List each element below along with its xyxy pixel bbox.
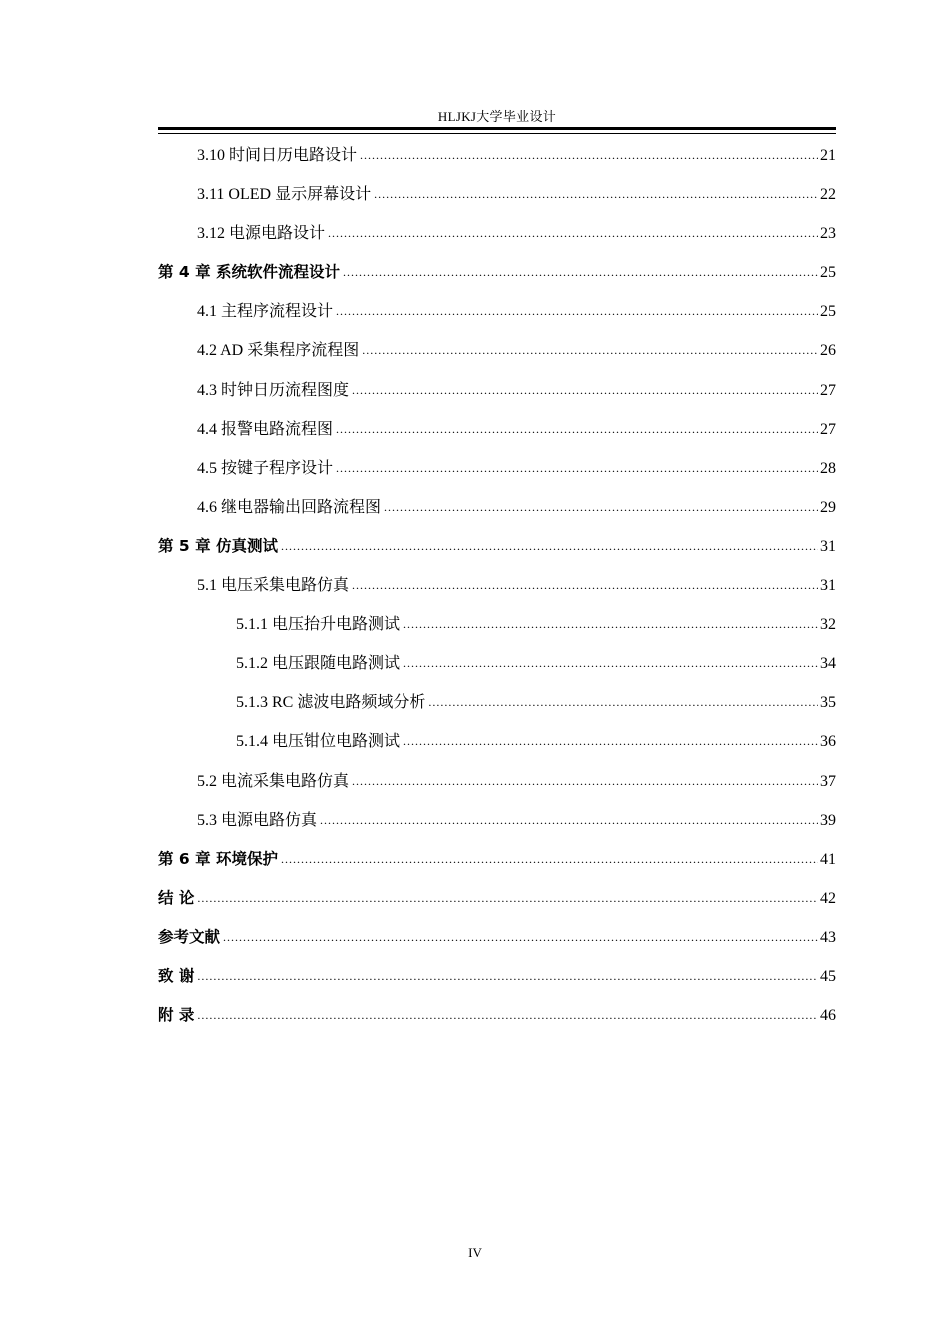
- toc-entry-page: 36: [820, 733, 836, 751]
- toc-entry-page: 21: [820, 147, 836, 164]
- toc-dot-leader: [343, 253, 818, 292]
- toc-entry-title: 5.1.2 电压跟随电路测试: [236, 655, 401, 673]
- toc-entry-title: 4.3 时钟日历流程图度: [197, 381, 350, 399]
- toc-dot-leader: [384, 488, 818, 527]
- toc-entry-page: 28: [820, 459, 836, 477]
- toc-entry-page: 42: [820, 889, 836, 907]
- page-header-title: HLJKJ大学毕业设计: [437, 109, 557, 124]
- toc-entry-title: 参考文献: [158, 927, 221, 946]
- toc-entry[interactable]: [158, 175, 836, 214]
- toc-entry-title: 第 6 章 环境保护: [158, 849, 278, 868]
- toc-subsection-entry[interactable]: [158, 605, 836, 644]
- toc-entry-page: 25: [820, 303, 836, 321]
- toc-dot-leader: [352, 371, 818, 410]
- toc-entry-title: 致 谢: [158, 966, 195, 985]
- toc-entry-title: 结 论: [158, 888, 195, 907]
- toc-entry[interactable]: [158, 292, 836, 331]
- toc-entry[interactable]: [158, 410, 836, 449]
- toc-entry-page: 43: [820, 928, 836, 946]
- toc-entry[interactable]: [158, 762, 836, 801]
- toc-entry-page: 37: [820, 772, 836, 790]
- toc-entry[interactable]: [158, 801, 836, 840]
- toc-dot-leader: [403, 644, 818, 683]
- toc-dot-leader: [328, 214, 818, 253]
- toc-dot-leader: [336, 292, 818, 331]
- toc-dot-leader: [197, 957, 818, 996]
- toc-entry-page: 26: [820, 342, 836, 360]
- toc-dot-leader: [336, 410, 818, 449]
- toc-entry-page: 32: [820, 616, 836, 634]
- toc-entry-page: 22: [820, 186, 836, 204]
- toc-entry-page: 27: [820, 420, 836, 438]
- toc-entry[interactable]: [158, 488, 836, 527]
- toc-entry-page: 23: [820, 225, 836, 243]
- toc-entry[interactable]: [158, 331, 836, 370]
- toc-entry-title: 5.2 电流采集电路仿真: [197, 772, 350, 790]
- toc-entry-page: 31: [820, 577, 836, 595]
- toc-entry[interactable]: [158, 371, 836, 410]
- toc-entry-page: 31: [820, 537, 836, 555]
- toc-entry-page: 45: [820, 967, 836, 985]
- toc-entry-title: 3.10 时间日历电路设计: [197, 147, 358, 164]
- toc-dot-leader: [320, 801, 818, 840]
- toc-entry-page: 39: [820, 811, 836, 829]
- toc-dot-leader: [403, 605, 818, 644]
- toc-entry-title: 4.4 报警电路流程图: [197, 420, 334, 438]
- toc-entry-title: 5.1 电压采集电路仿真: [197, 577, 350, 595]
- toc-chapter-entry[interactable]: [158, 840, 836, 879]
- toc-dot-leader: [281, 840, 818, 879]
- header-rule-thin: [158, 133, 836, 134]
- toc-chapter-entry[interactable]: [158, 957, 836, 996]
- toc-chapter-entry[interactable]: [158, 918, 836, 957]
- toc-dot-leader: [197, 996, 818, 1035]
- toc-dot-leader: [336, 449, 818, 488]
- toc-entry-page: 41: [820, 850, 836, 868]
- toc-dot-leader: [281, 527, 818, 566]
- toc-entry-page: 35: [820, 694, 836, 712]
- toc-dot-leader: [352, 762, 818, 801]
- toc-entry-page: 34: [820, 655, 836, 673]
- toc-entry-title: 5.3 电源电路仿真: [197, 811, 318, 829]
- page-number: IV: [468, 1245, 482, 1260]
- toc-entry-title: 第 4 章 系统软件流程设计: [158, 263, 340, 282]
- toc-entry-title: 5.1.3 RC 滤波电路频域分析: [236, 694, 426, 712]
- toc-chapter-entry[interactable]: [158, 996, 836, 1035]
- toc-entry-title: 3.11 OLED 显示屏幕设计: [197, 186, 372, 204]
- toc-chapter-entry[interactable]: [158, 253, 836, 292]
- toc-entry[interactable]: [158, 449, 836, 488]
- toc-entry-page: 29: [820, 498, 836, 516]
- toc-entry-title: 第 5 章 仿真测试: [158, 536, 278, 555]
- toc-entry-page: 25: [820, 264, 836, 282]
- toc-subsection-entry[interactable]: [158, 644, 836, 683]
- toc-dot-leader: [428, 683, 818, 722]
- toc-dot-leader: [362, 331, 818, 370]
- toc-entry-title: 4.1 主程序流程设计: [197, 303, 334, 321]
- toc-dot-leader: [223, 918, 818, 957]
- toc-entry-title: 4.2 AD 采集程序流程图: [197, 342, 360, 360]
- toc-entry-page: 46: [820, 1007, 836, 1025]
- toc-entry-page: 27: [820, 381, 836, 399]
- toc-entry-title: 3.12 电源电路设计: [197, 225, 326, 243]
- toc-entry-title: 5.1.4 电压钳位电路测试: [236, 733, 401, 751]
- toc-dot-leader: [352, 566, 818, 605]
- toc-entry-title: 附 录: [158, 1006, 195, 1025]
- toc-chapter-entry[interactable]: [158, 879, 836, 918]
- header-rule-thick: [158, 127, 836, 130]
- toc-entry[interactable]: [158, 136, 836, 175]
- toc-dot-leader: [197, 879, 818, 918]
- toc-subsection-entry[interactable]: [158, 683, 836, 722]
- toc-dot-leader: [360, 136, 818, 175]
- toc-dot-leader: [374, 175, 818, 214]
- toc-subsection-entry[interactable]: [158, 722, 836, 761]
- toc-entry-title: 5.1.1 电压抬升电路测试: [236, 616, 401, 634]
- toc-entry[interactable]: [158, 566, 836, 605]
- toc-chapter-entry[interactable]: [158, 527, 836, 566]
- toc-entry-title: 4.6 继电器输出回路流程图: [197, 498, 382, 516]
- table-of-contents: [158, 136, 836, 1035]
- toc-entry-title: 4.5 按键子程序设计: [197, 459, 334, 477]
- toc-dot-leader: [403, 722, 818, 761]
- toc-entry[interactable]: [158, 214, 836, 253]
